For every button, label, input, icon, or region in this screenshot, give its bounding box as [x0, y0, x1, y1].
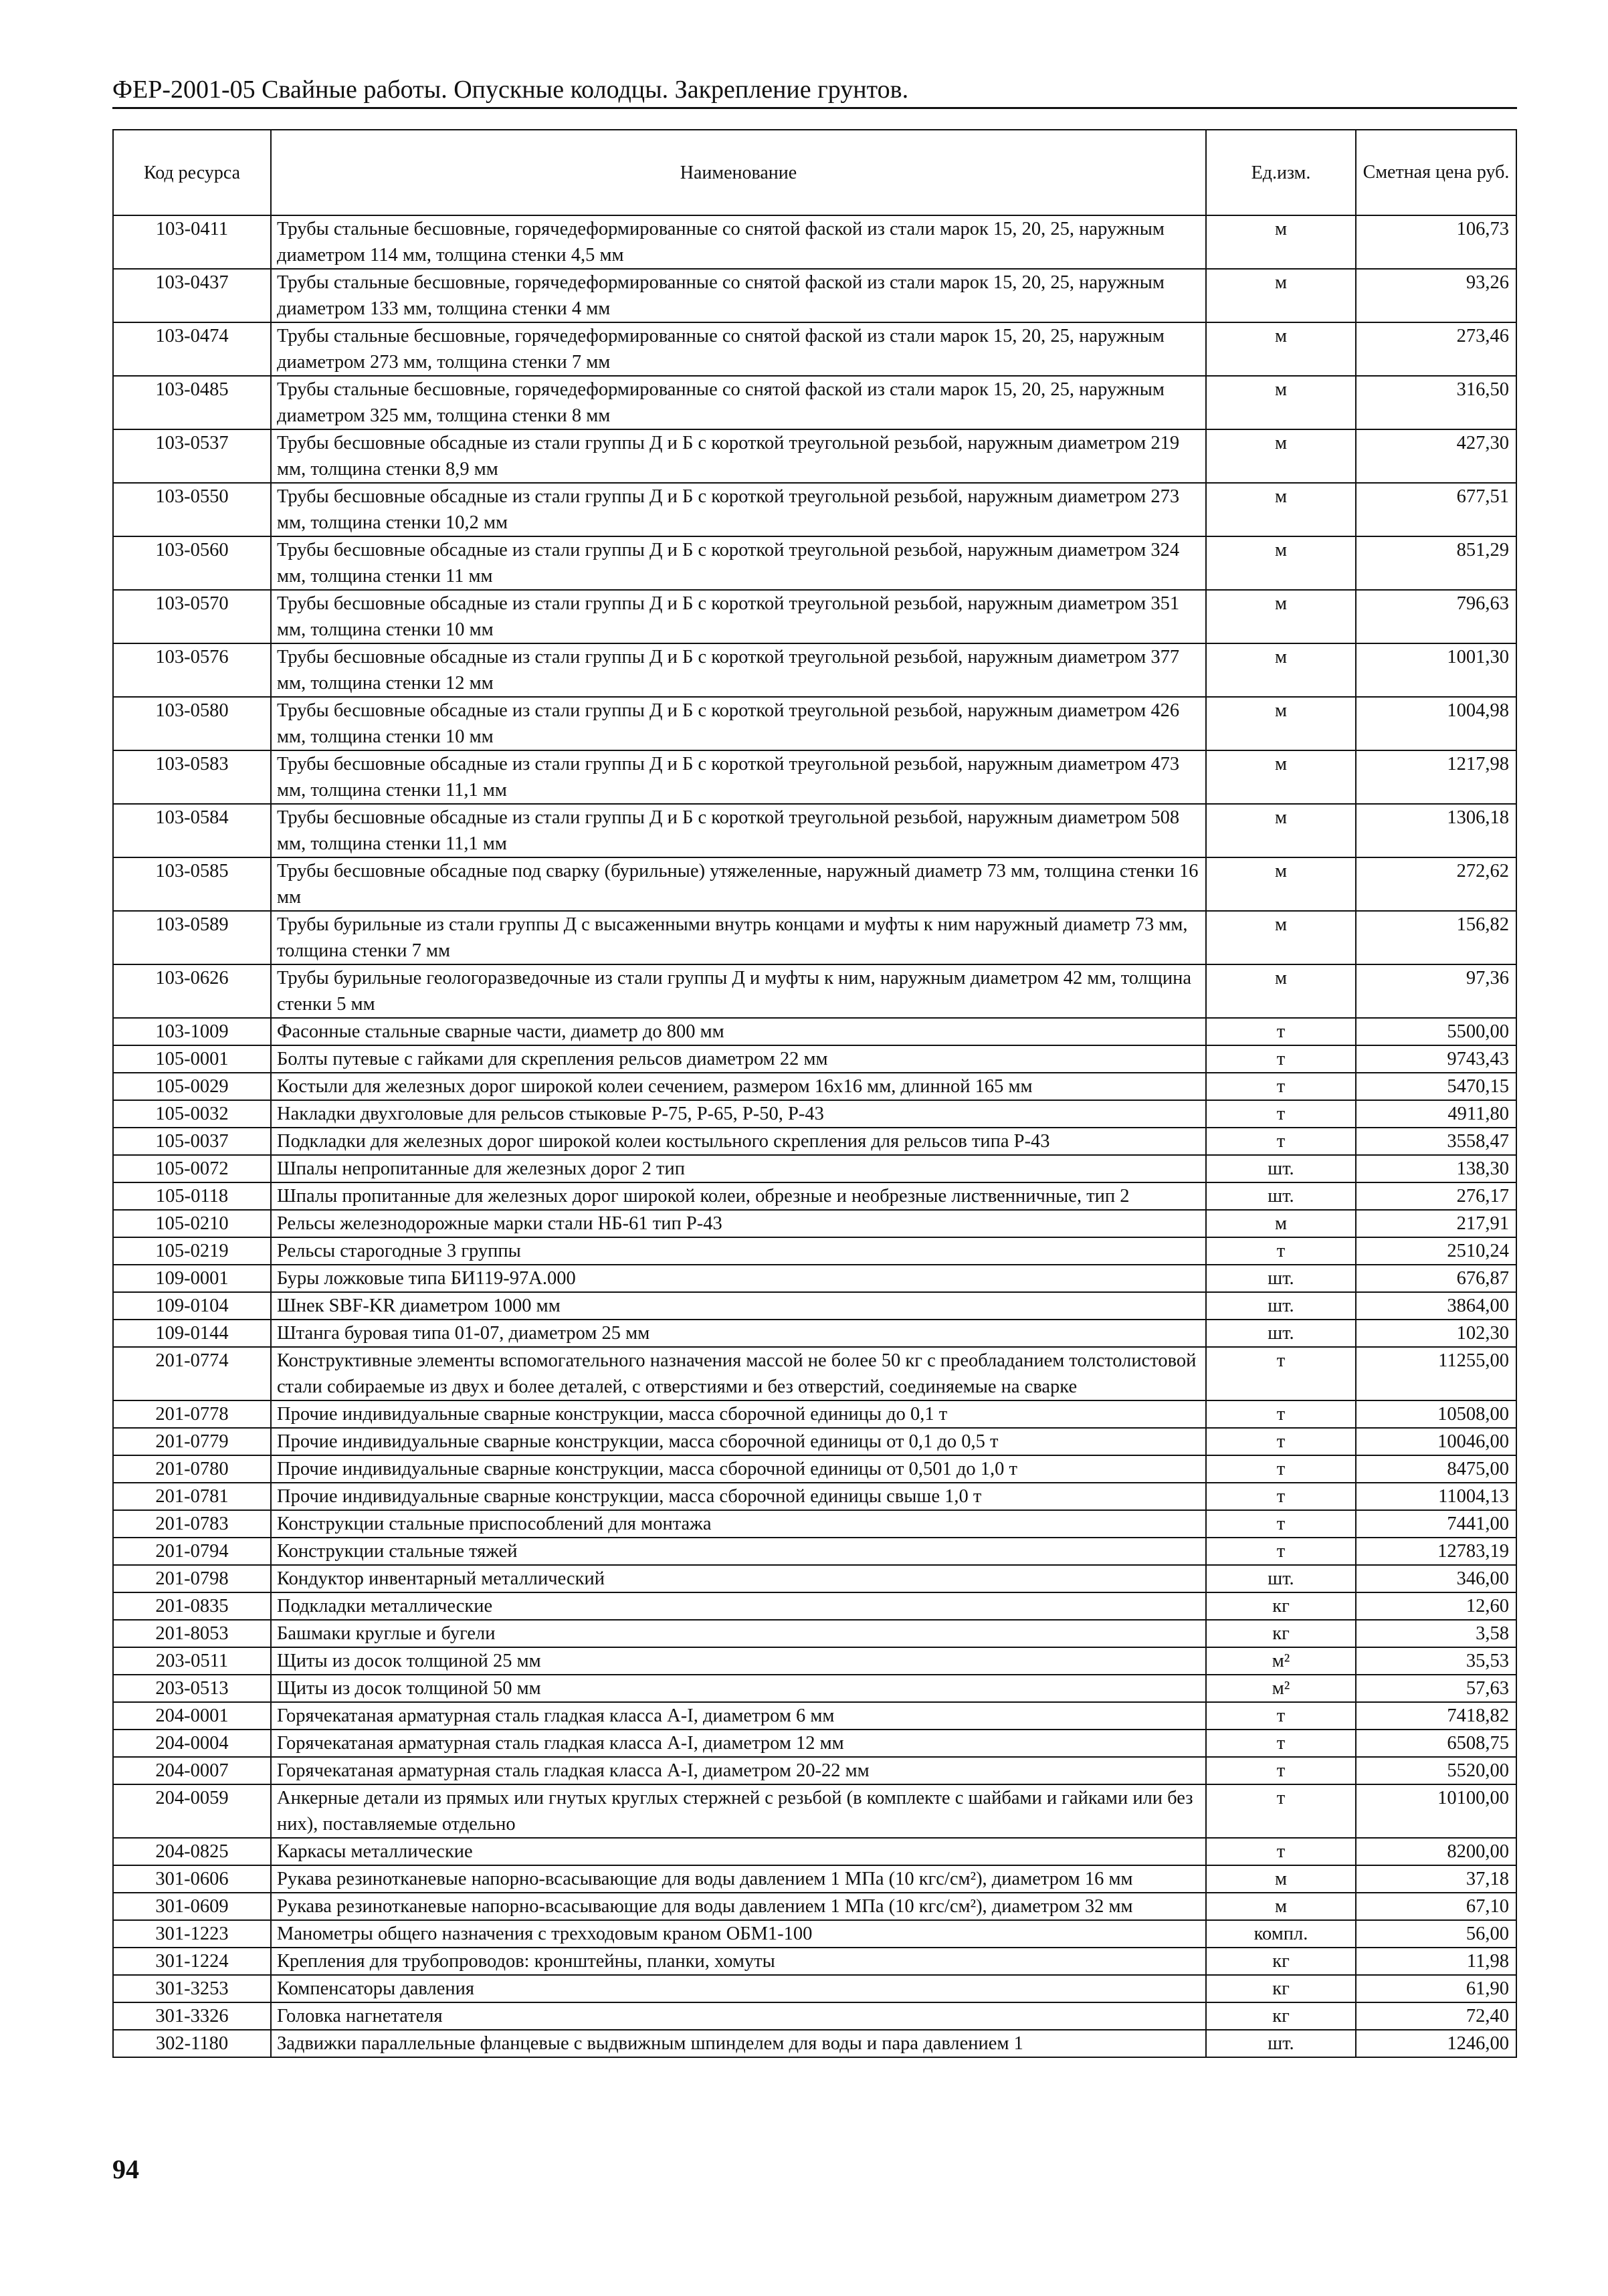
cell-unit: т — [1206, 1730, 1356, 1757]
cell-price: 5470,15 — [1356, 1073, 1516, 1100]
cell-name: Трубы бесшовные обсадные из стали группы Д и Б с короткой треугольной резьбой, наружным диаметром 351 мм, толщина стенки 10 мм — [271, 590, 1206, 643]
table-row — [113, 1757, 1516, 1784]
cell-price: 1004,98 — [1356, 697, 1516, 750]
cell-price: 7441,00 — [1356, 1510, 1516, 1538]
cell-name: Трубы бесшовные обсадные из стали группы Д и Б с короткой треугольной резьбой, наружным диаметром 219 мм, толщина стенки 8,9 мм — [271, 429, 1206, 483]
cell-name: Рукава резинотканевые напорно-всасывающие для воды давлением 1 МПа (10 кгс/см²), диаметром 16 мм — [271, 1865, 1206, 1893]
cell-code: 105-0219 — [113, 1237, 271, 1265]
cell-unit: т — [1206, 1018, 1356, 1045]
cell-price: 10100,00 — [1356, 1784, 1516, 1838]
cell-price: 106,73 — [1356, 215, 1516, 269]
cell-price: 796,63 — [1356, 590, 1516, 643]
cell-name: Щиты из досок толщиной 25 мм — [271, 1647, 1206, 1675]
table-row — [113, 1018, 1516, 1045]
column-header-name: Наименование — [271, 130, 1206, 215]
table-row — [113, 1428, 1516, 1455]
table-row — [113, 804, 1516, 857]
cell-unit: м — [1206, 322, 1356, 376]
cell-unit: м — [1206, 429, 1356, 483]
table-row — [113, 1702, 1516, 1730]
cell-code: 204-0825 — [113, 1838, 271, 1865]
cell-unit: м² — [1206, 1675, 1356, 1702]
cell-code: 103-0537 — [113, 429, 271, 483]
cell-code: 103-0570 — [113, 590, 271, 643]
cell-price: 217,91 — [1356, 1210, 1516, 1237]
cell-code: 103-1009 — [113, 1018, 271, 1045]
cell-unit: м — [1206, 590, 1356, 643]
cell-name: Щиты из досок толщиной 50 мм — [271, 1675, 1206, 1702]
cell-code: 103-0589 — [113, 911, 271, 964]
cell-name: Рельсы старогодные 3 группы — [271, 1237, 1206, 1265]
cell-name: Шнек SBF-KR диаметром 1000 мм — [271, 1292, 1206, 1320]
cell-price: 37,18 — [1356, 1865, 1516, 1893]
table-row — [113, 1975, 1516, 2002]
price-table — [112, 129, 1517, 2058]
cell-code: 109-0104 — [113, 1292, 271, 1320]
cell-unit: шт. — [1206, 1155, 1356, 1182]
table-row — [113, 1784, 1516, 1838]
cell-price: 10508,00 — [1356, 1400, 1516, 1428]
cell-name: Горячекатаная арматурная сталь гладкая класса А-I, диаметром 6 мм — [271, 1702, 1206, 1730]
cell-price: 3864,00 — [1356, 1292, 1516, 1320]
cell-name: Шпалы пропитанные для железных дорог широкой колеи, обрезные и необрезные лиственничные, тип 2 — [271, 1182, 1206, 1210]
cell-code: 105-0032 — [113, 1100, 271, 1128]
cell-name: Прочие индивидуальные сварные конструкции, масса сборочной единицы от 0,1 до 0,5 т — [271, 1428, 1206, 1455]
cell-unit: кг — [1206, 1620, 1356, 1647]
table-row — [113, 376, 1516, 429]
column-header-price: Сметная цена руб. — [1356, 130, 1516, 215]
cell-name: Подкладки металлические — [271, 1592, 1206, 1620]
cell-name: Штанга буровая типа 01-07, диаметром 25 мм — [271, 1320, 1206, 1347]
cell-price: 851,29 — [1356, 536, 1516, 590]
cell-unit: шт. — [1206, 1292, 1356, 1320]
cell-unit: т — [1206, 1702, 1356, 1730]
cell-name: Трубы стальные бесшовные, горячедеформированные со снятой фаской из стали марок 15, 20, 25, наружным диаметром 273 мм, толщина стенки 7 мм — [271, 322, 1206, 376]
table-row — [113, 1483, 1516, 1510]
cell-price: 11,98 — [1356, 1948, 1516, 1975]
cell-code: 301-1223 — [113, 1920, 271, 1948]
table-row — [113, 643, 1516, 697]
cell-unit: м — [1206, 697, 1356, 750]
cell-price: 273,46 — [1356, 322, 1516, 376]
cell-code: 105-0210 — [113, 1210, 271, 1237]
cell-unit: т — [1206, 1400, 1356, 1428]
cell-code: 201-0781 — [113, 1483, 271, 1510]
cell-name: Трубы бесшовные обсадные из стали группы Д и Б с короткой треугольной резьбой, наружным диаметром 324 мм, толщина стенки 11 мм — [271, 536, 1206, 590]
table-row — [113, 1073, 1516, 1100]
cell-code: 204-0001 — [113, 1702, 271, 1730]
cell-price: 3,58 — [1356, 1620, 1516, 1647]
cell-price: 3558,47 — [1356, 1128, 1516, 1155]
table-row — [113, 1237, 1516, 1265]
cell-name: Трубы бесшовные обсадные из стали группы Д и Б с короткой треугольной резьбой, наружным диаметром 473 мм, толщина стенки 11,1 мм — [271, 750, 1206, 804]
cell-unit: кг — [1206, 2002, 1356, 2030]
cell-unit: т — [1206, 1510, 1356, 1538]
table-row — [113, 1400, 1516, 1428]
cell-unit: т — [1206, 1757, 1356, 1784]
cell-name: Шпалы непропитанные для железных дорог 2 тип — [271, 1155, 1206, 1182]
cell-unit: м — [1206, 536, 1356, 590]
table-row — [113, 1320, 1516, 1347]
cell-price: 276,17 — [1356, 1182, 1516, 1210]
cell-price: 8475,00 — [1356, 1455, 1516, 1483]
cell-name: Накладки двухголовые для рельсов стыковые Р-75, Р-65, Р-50, Р-43 — [271, 1100, 1206, 1128]
cell-unit: м — [1206, 215, 1356, 269]
cell-code: 103-0560 — [113, 536, 271, 590]
cell-code: 103-0576 — [113, 643, 271, 697]
cell-code: 201-0774 — [113, 1347, 271, 1400]
cell-name: Трубы бурильные из стали группы Д с высаженными внутрь концами и муфты к ним наружный диаметр 73 мм, толщина стенки 7 мм — [271, 911, 1206, 964]
cell-unit: т — [1206, 1347, 1356, 1400]
column-header-unit: Ед.изм. — [1206, 130, 1356, 215]
cell-price: 272,62 — [1356, 857, 1516, 911]
cell-name: Подкладки для железных дорог широкой колеи костыльного скрепления для рельсов типа Р-43 — [271, 1128, 1206, 1155]
cell-name: Рельсы железнодорожные марки стали НБ-61 тип Р-43 — [271, 1210, 1206, 1237]
cell-price: 97,36 — [1356, 964, 1516, 1018]
cell-code: 302-1180 — [113, 2030, 271, 2057]
cell-code: 204-0007 — [113, 1757, 271, 1784]
table-row — [113, 1675, 1516, 1702]
table-row — [113, 1100, 1516, 1128]
cell-name: Горячекатаная арматурная сталь гладкая класса А-I, диаметром 12 мм — [271, 1730, 1206, 1757]
cell-unit: м — [1206, 1893, 1356, 1920]
cell-code: 109-0001 — [113, 1265, 271, 1292]
cell-price: 56,00 — [1356, 1920, 1516, 1948]
cell-price: 427,30 — [1356, 429, 1516, 483]
cell-code: 103-0474 — [113, 322, 271, 376]
cell-code: 103-0485 — [113, 376, 271, 429]
cell-code: 103-0411 — [113, 215, 271, 269]
table-row — [113, 964, 1516, 1018]
cell-unit: м² — [1206, 1647, 1356, 1675]
cell-code: 203-0513 — [113, 1675, 271, 1702]
cell-unit: т — [1206, 1428, 1356, 1455]
table-row — [113, 1210, 1516, 1237]
cell-unit: м — [1206, 483, 1356, 536]
cell-price: 11004,13 — [1356, 1483, 1516, 1510]
cell-name: Горячекатаная арматурная сталь гладкая класса А-I, диаметром 20-22 мм — [271, 1757, 1206, 1784]
cell-code: 301-1224 — [113, 1948, 271, 1975]
page-number: 94 — [112, 2154, 139, 2184]
cell-unit: м — [1206, 804, 1356, 857]
cell-name: Конструктивные элементы вспомогательного назначения массой не более 50 кг с преобладанием толстолистовой стали собираемые из двух и более деталей, с отверстиями и без отверстий, соединяемые на сварке — [271, 1347, 1206, 1400]
cell-code: 203-0511 — [113, 1647, 271, 1675]
cell-unit: т — [1206, 1483, 1356, 1510]
cell-code: 201-0778 — [113, 1400, 271, 1428]
cell-code: 103-0550 — [113, 483, 271, 536]
cell-unit: м — [1206, 269, 1356, 322]
table-row — [113, 1592, 1516, 1620]
cell-name: Буры ложковые типа БИ119-97А.000 — [271, 1265, 1206, 1292]
table-body — [113, 215, 1516, 2057]
cell-unit: кг — [1206, 1592, 1356, 1620]
cell-name: Компенсаторы давления — [271, 1975, 1206, 2002]
cell-unit: м — [1206, 1210, 1356, 1237]
column-header-code: Код ресурса — [113, 130, 271, 215]
cell-price: 11255,00 — [1356, 1347, 1516, 1400]
cell-unit: т — [1206, 1128, 1356, 1155]
cell-price: 676,87 — [1356, 1265, 1516, 1292]
cell-price: 1217,98 — [1356, 750, 1516, 804]
cell-name: Головка нагнетателя — [271, 2002, 1206, 2030]
table-row — [113, 1538, 1516, 1565]
table-row — [113, 590, 1516, 643]
cell-unit: т — [1206, 1784, 1356, 1838]
cell-name: Трубы бесшовные обсадные из стали группы Д и Б с короткой треугольной резьбой, наружным диаметром 377 мм, толщина стенки 12 мм — [271, 643, 1206, 697]
table-row — [113, 750, 1516, 804]
cell-price: 346,00 — [1356, 1565, 1516, 1592]
cell-price: 12,60 — [1356, 1592, 1516, 1620]
table-row — [113, 911, 1516, 964]
table-row — [113, 536, 1516, 590]
cell-code: 103-0585 — [113, 857, 271, 911]
table-row — [113, 1865, 1516, 1893]
table-row — [113, 1838, 1516, 1865]
cell-price: 1001,30 — [1356, 643, 1516, 697]
cell-name: Трубы бурильные геологоразведочные из стали группы Д и муфты к ним, наружным диаметром 42 мм, толщина стенки 5 мм — [271, 964, 1206, 1018]
cell-name: Трубы стальные бесшовные, горячедеформированные со снятой фаской из стали марок 15, 20, 25, наружным диаметром 133 мм, толщина стенки 4 мм — [271, 269, 1206, 322]
cell-price: 677,51 — [1356, 483, 1516, 536]
cell-name: Прочие индивидуальные сварные конструкции, масса сборочной единицы свыше 1,0 т — [271, 1483, 1206, 1510]
cell-price: 8200,00 — [1356, 1838, 1516, 1865]
cell-code: 105-0001 — [113, 1045, 271, 1073]
cell-unit: шт. — [1206, 1320, 1356, 1347]
table-row — [113, 1510, 1516, 1538]
table-row — [113, 1620, 1516, 1647]
cell-price: 72,40 — [1356, 2002, 1516, 2030]
cell-price: 61,90 — [1356, 1975, 1516, 2002]
cell-unit: т — [1206, 1455, 1356, 1483]
cell-unit: м — [1206, 750, 1356, 804]
cell-name: Трубы стальные бесшовные, горячедеформированные со снятой фаской из стали марок 15, 20, 25, наружным диаметром 325 мм, толщина стенки 8 мм — [271, 376, 1206, 429]
cell-price: 156,82 — [1356, 911, 1516, 964]
cell-code: 201-0779 — [113, 1428, 271, 1455]
cell-code: 103-0583 — [113, 750, 271, 804]
cell-code: 201-0835 — [113, 1592, 271, 1620]
table-row — [113, 1948, 1516, 1975]
cell-unit: т — [1206, 1237, 1356, 1265]
table-row — [113, 1182, 1516, 1210]
cell-unit: м — [1206, 857, 1356, 911]
cell-price: 7418,82 — [1356, 1702, 1516, 1730]
cell-name: Трубы стальные бесшовные, горячедеформированные со снятой фаской из стали марок 15, 20, 25, наружным диаметром 114 мм, толщина стенки 4,5 мм — [271, 215, 1206, 269]
cell-name: Конструкции стальные приспособлений для монтажа — [271, 1510, 1206, 1538]
cell-price: 93,26 — [1356, 269, 1516, 322]
cell-unit: шт. — [1206, 1182, 1356, 1210]
cell-price: 57,63 — [1356, 1675, 1516, 1702]
cell-code: 201-0794 — [113, 1538, 271, 1565]
cell-unit: кг — [1206, 1975, 1356, 2002]
cell-code: 109-0144 — [113, 1320, 271, 1347]
cell-unit: шт. — [1206, 2030, 1356, 2057]
cell-code: 301-3326 — [113, 2002, 271, 2030]
cell-unit: т — [1206, 1538, 1356, 1565]
cell-price: 9743,43 — [1356, 1045, 1516, 1073]
table-row — [113, 1565, 1516, 1592]
cell-code: 201-0783 — [113, 1510, 271, 1538]
cell-name: Фасонные стальные сварные части, диаметр до 800 мм — [271, 1018, 1206, 1045]
cell-unit: м — [1206, 964, 1356, 1018]
cell-name: Трубы бесшовные обсадные из стали группы Д и Б с короткой треугольной резьбой, наружным диаметром 426 мм, толщина стенки 10 мм — [271, 697, 1206, 750]
cell-name: Прочие индивидуальные сварные конструкции, масса сборочной единицы от 0,501 до 1,0 т — [271, 1455, 1206, 1483]
cell-unit: т — [1206, 1073, 1356, 1100]
cell-unit: т — [1206, 1100, 1356, 1128]
table-row — [113, 269, 1516, 322]
table-header-row — [113, 130, 1516, 215]
cell-unit: т — [1206, 1045, 1356, 1073]
cell-code: 103-0626 — [113, 964, 271, 1018]
cell-code: 301-0609 — [113, 1893, 271, 1920]
cell-unit: шт. — [1206, 1565, 1356, 1592]
table-row — [113, 1455, 1516, 1483]
cell-unit: м — [1206, 643, 1356, 697]
cell-price: 138,30 — [1356, 1155, 1516, 1182]
table-row — [113, 322, 1516, 376]
cell-price: 2510,24 — [1356, 1237, 1516, 1265]
cell-name: Каркасы металлические — [271, 1838, 1206, 1865]
cell-code: 105-0029 — [113, 1073, 271, 1100]
cell-code: 103-0584 — [113, 804, 271, 857]
cell-code: 105-0037 — [113, 1128, 271, 1155]
cell-code: 204-0059 — [113, 1784, 271, 1838]
page-header — [112, 74, 1517, 109]
cell-code: 105-0118 — [113, 1182, 271, 1210]
cell-name: Конструкции стальные тяжей — [271, 1538, 1206, 1565]
cell-price: 12783,19 — [1356, 1538, 1516, 1565]
table-row — [113, 1893, 1516, 1920]
cell-name: Башмаки круглые и бугели — [271, 1620, 1206, 1647]
table-row — [113, 1920, 1516, 1948]
cell-code: 301-3253 — [113, 1975, 271, 2002]
table-row — [113, 1347, 1516, 1400]
table-row — [113, 1647, 1516, 1675]
cell-name: Крепления для трубопроводов: кронштейны, планки, хомуты — [271, 1948, 1206, 1975]
cell-unit: м — [1206, 376, 1356, 429]
cell-unit: т — [1206, 1838, 1356, 1865]
table-row — [113, 697, 1516, 750]
table-row — [113, 483, 1516, 536]
cell-code: 201-0780 — [113, 1455, 271, 1483]
table-row — [113, 1292, 1516, 1320]
cell-price: 5500,00 — [1356, 1018, 1516, 1045]
table-row — [113, 1265, 1516, 1292]
cell-code: 301-0606 — [113, 1865, 271, 1893]
cell-name: Трубы бесшовные обсадные под сварку (бурильные) утяжеленные, наружный диаметр 73 мм, толщина стенки 16 мм — [271, 857, 1206, 911]
cell-name: Прочие индивидуальные сварные конструкции, масса сборочной единицы до 0,1 т — [271, 1400, 1206, 1428]
table-row — [113, 1730, 1516, 1757]
cell-name: Анкерные детали из прямых или гнутых круглых стержней с резьбой (в комплекте с шайбами и гайками или без них), поставляемые отдельно — [271, 1784, 1206, 1838]
table-row — [113, 215, 1516, 269]
cell-name: Трубы бесшовные обсадные из стали группы Д и Б с короткой треугольной резьбой, наружным диаметром 508 мм, толщина стенки 11,1 мм — [271, 804, 1206, 857]
table-row — [113, 1128, 1516, 1155]
cell-name: Болты путевые с гайками для скрепления рельсов диаметром 22 мм — [271, 1045, 1206, 1073]
cell-name: Трубы бесшовные обсадные из стали группы Д и Б с короткой треугольной резьбой, наружным диаметром 273 мм, толщина стенки 10,2 мм — [271, 483, 1206, 536]
cell-name: Костыли для железных дорог широкой колеи сечением, размером 16х16 мм, длинной 165 мм — [271, 1073, 1206, 1100]
cell-price: 1306,18 — [1356, 804, 1516, 857]
cell-unit: компл. — [1206, 1920, 1356, 1948]
cell-price: 316,50 — [1356, 376, 1516, 429]
cell-code: 201-8053 — [113, 1620, 271, 1647]
cell-price: 6508,75 — [1356, 1730, 1516, 1757]
cell-unit: шт. — [1206, 1265, 1356, 1292]
table-row — [113, 1045, 1516, 1073]
cell-unit: м — [1206, 911, 1356, 964]
cell-unit: кг — [1206, 1948, 1356, 1975]
cell-price: 1246,00 — [1356, 2030, 1516, 2057]
document-title: ФЕР-2001-05 Свайные работы. Опускные колодцы. Закрепление грунтов. — [112, 76, 909, 104]
cell-name: Задвижки параллельные фланцевые с выдвижным шпинделем для воды и пара давлением 1 — [271, 2030, 1206, 2057]
cell-code: 201-0798 — [113, 1565, 271, 1592]
cell-price: 5520,00 — [1356, 1757, 1516, 1784]
cell-code: 105-0072 — [113, 1155, 271, 1182]
cell-unit: м — [1206, 1865, 1356, 1893]
cell-name: Кондуктор инвентарный металлический — [271, 1565, 1206, 1592]
cell-code: 103-0580 — [113, 697, 271, 750]
table-row — [113, 857, 1516, 911]
cell-price: 35,53 — [1356, 1647, 1516, 1675]
cell-price: 67,10 — [1356, 1893, 1516, 1920]
table-row — [113, 429, 1516, 483]
table-row — [113, 1155, 1516, 1182]
cell-price: 102,30 — [1356, 1320, 1516, 1347]
cell-price: 4911,80 — [1356, 1100, 1516, 1128]
cell-name: Рукава резинотканевые напорно-всасывающие для воды давлением 1 МПа (10 кгс/см²), диаметром 32 мм — [271, 1893, 1206, 1920]
cell-code: 103-0437 — [113, 269, 271, 322]
cell-code: 204-0004 — [113, 1730, 271, 1757]
table-row — [113, 2002, 1516, 2030]
cell-name: Манометры общего назначения с трехходовым краном ОБМ1-100 — [271, 1920, 1206, 1948]
cell-price: 10046,00 — [1356, 1428, 1516, 1455]
table-row — [113, 2030, 1516, 2057]
